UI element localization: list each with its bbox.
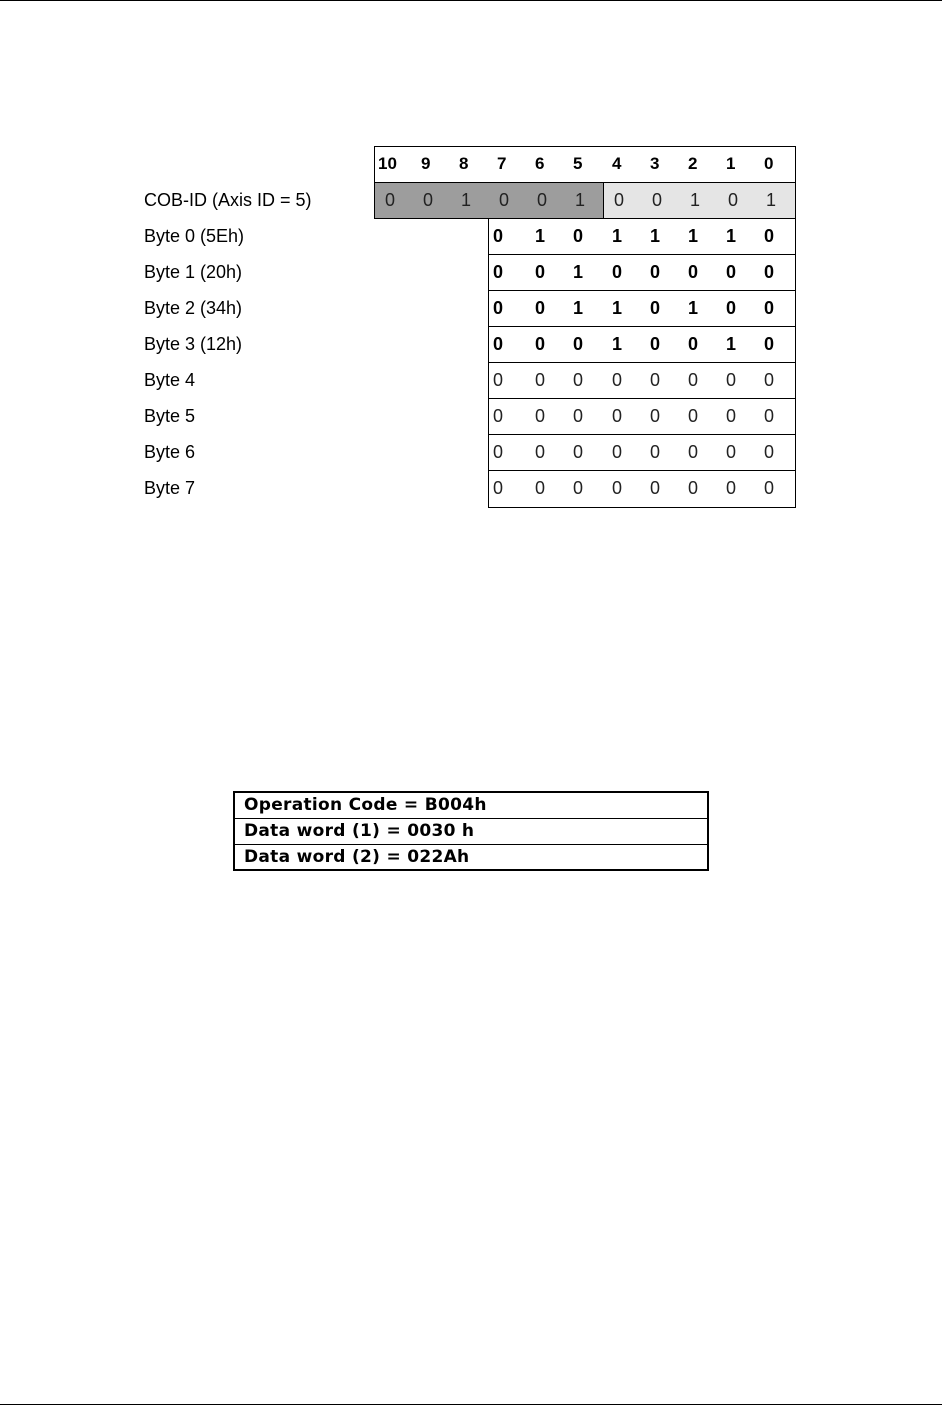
byte-bit: 0	[573, 442, 584, 462]
byte-bit: 0	[612, 370, 623, 390]
bit-header-3: 3	[650, 154, 660, 173]
cob-id-bit: 0	[728, 190, 739, 210]
byte-row-label: Byte 0 (5Eh)	[144, 226, 245, 246]
byte-bit: 0	[764, 226, 775, 246]
byte-bit: 0	[535, 334, 546, 354]
byte-bit: 0	[726, 298, 737, 318]
byte-bit: 0	[535, 478, 546, 498]
byte-bit: 0	[726, 406, 737, 426]
byte-bit: 0	[612, 262, 623, 282]
bit-header-5: 5	[573, 154, 583, 173]
byte-bit: 0	[650, 442, 661, 462]
bit-header-7: 7	[497, 154, 507, 173]
cob-id-bit: 0	[499, 190, 510, 210]
byte-bit: 0	[573, 478, 584, 498]
operation-code-table	[233, 791, 709, 871]
byte-bit: 1	[612, 226, 623, 246]
byte-bit: 1	[726, 334, 737, 354]
byte-bit: 1	[612, 334, 623, 354]
byte-bit: 0	[688, 334, 699, 354]
bit-header-2: 2	[688, 154, 698, 173]
cob-id-bit: 1	[766, 190, 777, 210]
byte-bit: 0	[688, 442, 699, 462]
cob-id-bit: 1	[690, 190, 701, 210]
can-bit-diagram	[0, 0, 942, 520]
byte-bit: 0	[612, 406, 623, 426]
byte-bit: 0	[493, 370, 504, 390]
byte-bit: 0	[493, 478, 504, 498]
bit-header-4: 4	[612, 154, 622, 173]
byte-bit: 0	[688, 478, 699, 498]
cob-id-bit: 1	[461, 190, 472, 210]
cob-id-bit: 0	[614, 190, 625, 210]
byte-bit: 0	[573, 334, 584, 354]
byte-bit: 0	[493, 262, 504, 282]
bit-header-1: 1	[726, 154, 736, 173]
byte-bit: 0	[726, 478, 737, 498]
byte-bit: 0	[650, 334, 661, 354]
byte-row-label: Byte 1 (20h)	[144, 262, 243, 282]
bottom-rule	[0, 1404, 942, 1405]
byte-bit: 0	[573, 406, 584, 426]
bit-header-9: 9	[421, 154, 431, 173]
byte-bit: 1	[726, 226, 737, 246]
byte-bit: 0	[688, 370, 699, 390]
byte-row-label: Byte 6	[144, 442, 196, 462]
byte-bit: 1	[612, 298, 623, 318]
byte-bit: 0	[535, 370, 546, 390]
byte-bit: 1	[688, 298, 699, 318]
data-word-1-row: Data word (1) = 0030 h	[235, 818, 707, 843]
byte-bit: 0	[493, 442, 504, 462]
byte-bit: 0	[764, 262, 775, 282]
byte-bit: 1	[573, 262, 584, 282]
byte-bit: 0	[764, 442, 775, 462]
byte-row-label: Byte 2 (34h)	[144, 298, 243, 318]
cob-id-label: COB-ID (Axis ID = 5)	[144, 190, 312, 210]
byte-bit: 1	[535, 226, 546, 246]
byte-row-label: Byte 4	[144, 370, 196, 390]
bit-header-6: 6	[535, 154, 545, 173]
byte-bit: 0	[650, 298, 661, 318]
byte-bit: 0	[573, 226, 584, 246]
bit-header-8: 8	[459, 154, 469, 173]
data-word-2-row: Data word (2) = 022Ah	[235, 844, 707, 869]
cob-id-bit: 0	[385, 190, 396, 210]
operation-code-row: Operation Code = B004h	[244, 795, 487, 815]
byte-bit: 0	[726, 442, 737, 462]
byte-bit: 0	[535, 406, 546, 426]
byte-bit: 0	[726, 262, 737, 282]
byte-bit: 0	[535, 298, 546, 318]
byte-bit: 0	[493, 298, 504, 318]
byte-bit: 0	[612, 442, 623, 462]
cob-id-bit: 0	[423, 190, 434, 210]
byte-bit: 0	[535, 262, 546, 282]
byte-bit: 1	[688, 226, 699, 246]
byte-bit: 1	[573, 298, 584, 318]
byte-bit: 1	[650, 226, 661, 246]
byte-bit: 0	[612, 478, 623, 498]
bit-header-10: 10	[378, 154, 397, 173]
byte-bit: 0	[493, 226, 504, 246]
byte-bit: 0	[650, 478, 661, 498]
byte-row-label: Byte 5	[144, 406, 196, 426]
byte-bit: 0	[573, 370, 584, 390]
byte-row-label: Byte 7	[144, 478, 196, 498]
byte-bit: 0	[493, 406, 504, 426]
cob-id-bit: 0	[537, 190, 548, 210]
byte-bit: 0	[764, 298, 775, 318]
byte-bit: 0	[764, 370, 775, 390]
byte-bit: 0	[650, 262, 661, 282]
byte-bit: 0	[493, 334, 504, 354]
byte-bit: 0	[688, 262, 699, 282]
byte-row-label: Byte 3 (12h)	[144, 334, 243, 354]
byte-bit: 0	[764, 478, 775, 498]
cob-id-bit: 1	[575, 190, 586, 210]
byte-bit: 0	[688, 406, 699, 426]
byte-bit: 0	[764, 334, 775, 354]
cob-id-bit: 0	[652, 190, 663, 210]
byte-bit: 0	[726, 370, 737, 390]
byte-bit: 0	[764, 406, 775, 426]
byte-bit: 0	[535, 442, 546, 462]
bit-header-0: 0	[764, 154, 774, 173]
byte-bit: 0	[650, 370, 661, 390]
byte-bit: 0	[650, 406, 661, 426]
